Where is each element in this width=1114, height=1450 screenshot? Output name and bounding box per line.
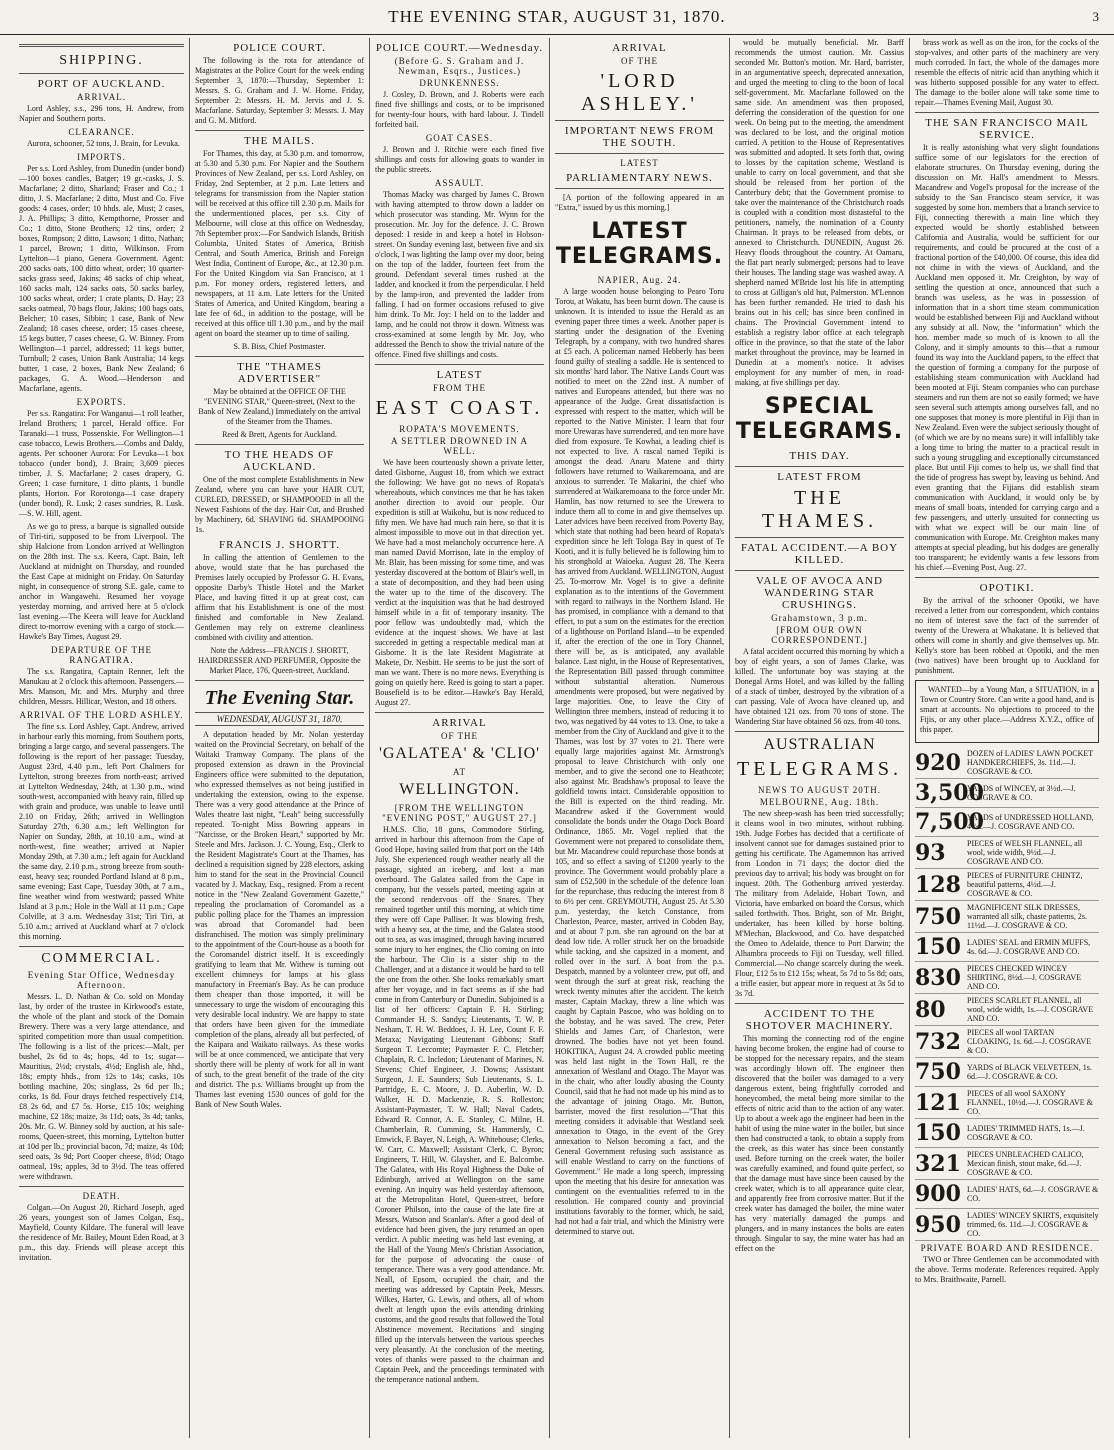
divider <box>195 356 364 357</box>
advertisement-quantity: 93 <box>915 839 946 866</box>
telegrams-continued-text: would be mutually beneficial. Mr. Barff recommends the utmost caution. Mr. Cassius seconded Mr. Button's motion. Mr. Hard, barrister, in an argumentative speech, deprecated annexation, and urged the meeting to cling to the boon of local self-government. Mr. Macfarlane followed on the same side. An amendment was then proposed, deferring the consideration of the question for one week. On being put to the meeting, the amendment was declared to be lost, and the original motion carried. A petition to the House of Representatives was submitted and adopted. It sets forth that, owing to losses by the capitation scheme, Westland is unable to carry on local government, and that she should be released from her portion of the Canterbury debt; that the Government promise to take over the maintenance of the Christchurch roads is coupled with a condition most distasteful to the petitioners, namely, the nomination of a County Chairman. It prays to be released from debts, or annexed to Christchurch. DUNEDIN, August 26. Heavy floods throughout the country. At Oamaru, the flat part nearly submerged; persons had to leave their houses. The landing stage was washed away. A shepherd named M'Bride lost his life in attempting to cross at Gilligan's old hut, Palmerston. M'Lennon has been further remanded. He tried to dash his brains out in his cell; has since been confined in chains. The Provincial Government intend to establish a registry labor office at each telegraph office in the province, so that the state of the labor market throughout the province, may be learned in Dunedin at a moment's notice. It advises employment for any number of men, in road-making, at five shillings per day. <box>735 38 904 387</box>
advertisement-quantity: 80 <box>915 996 946 1023</box>
advertisement-row <box>915 808 1099 837</box>
advertisement-text: LADIES' SEAL and ERMIN MUFFS, 4s. 6d.—J. COSGRAVE AND CO. <box>967 938 1091 956</box>
divider <box>375 712 544 713</box>
galatea-text: H.M.S. Clio, 18 guns, Commodore Stirling, arrived in harbour this afternoon from the Cape of Good Hope, having sailed from that port on the 14th July. She experienced rough weather nearly all the passage, sighted an iceberg, and lost a man overboard. The Galatea sailed from the Cape in company, but the vessels parted, meeting again at the second rendezvous off the Snares. They remained together until this morning, at which time they were off Cape Palliser. It was blowing fresh, with a heavy sea, at the time, and the Galatea stood out to sea, as was imagined, through having incurred some injury to her engines, the Clio coming on into the harbour. The Clio is a sister ship to the Challenger, and at a distance it would be hard to tell the one from the other. She looks remarkably smart after her voyage, and in fact seems as if she had come in from Canterbury or Dunedin. Subjoined is a list of her officers: Captain F. H. Stirling; Commander H. S. Sandys; Lieutenants, T. W. P. Nesham, T. H. W. Beddoes, J. H. Lee, Count F. F. Metaxa; Navigating Lieutenant Gibbons; Staff Surgeon T. Leccomte; Paymaster F. C. Fletcher; Chaplain, R. C. Incledon; Lieutenant of Marines, N. Stevens; Chief Engineer, J. Downs; Assistant Surgeon, J. E. Saunders; Sub Lieutenants, S. L. Partridge, E. C. Moore, J. D. Auberlin, W. D. Walker, H. D. Mackenzie, R. S. Rolleston; Assistant-Paymaster, T. W. Hall; Naval Cadets, Edward R. Connor, A. E. Stanley, C. Milne, H. Chamberlain, R. Cumming, St. Hammersly, C. Emwick, F. Bayer, N. Leigh, A. Whitehouse; Clerks, W. Carr, C. Maxwell; Assistant Clerk, C. Byron; Engineers, T. Hill, W. Glaysher, and E. Balcombe. The Galatea, with His Royal Highness the Duke of Edinburgh, arrived at Wellington on the same evening. An inquiry was held yesterday afternoon, at the Metropolitan Hotel, Queen-street, before Coroner Philson, into the cause of the late fire at Messrs. Watson and Scanlan's. After a good deal of evidence had been given, the jury returned an open verdict. A public meeting was held last evening, at the Hall of the Young Men's Christian Association, for the purpose of advocating the cause of temperance. There was a very good attendance. Mr. Neall, of Epsom, occupied the chair, and the meeting was addressed by Captain Peek, Messrs. Wilkes, Harter, G. Lewis, and others, all of whom dwelt at length upon the evils attending drinking customs, and the good results that followed the Total Abstinence movement. Recitations and singing filled up the intervals between the various speeches very pleasantly. At the conclusion of the meeting, votes of thanks were passed to the chairman and Captain Peek, and the proceedings terminated with the temperance national anthem. <box>375 825 544 1384</box>
subheading-settler-drowned: A SETTLER DROWNED IN A WELL. <box>391 436 528 456</box>
mails-text: For Thames, this day, at 5.30 p.m. and tomorrow, at 5.30 and 5.30 p.m. For Napier and the Southern Provinces of New Zealand, per s.s. Lord Ashley, on Friday, 2nd September, at 2 p.m. Late letters and telegrams for transmission from the Napier station will be received at this office till 2.30 p.m. Mails for the undermentioned places, per s.s. City of Melbourne, will close at this office on Wednesday, 7th September prox:—For Sandwich Islands, British Columbia, United States of America, British Central, and South America, British and Foreign West India, Continent of Europe, &c., at 12.30 p.m. For the United Kingdom via San Francisco, at 1 p.m. For money orders, registered letters, and newspapers, at 11 a.m. Late letters for the United States of America, and United Kingdom, bearing a late fee of 6d., in addition to the postage, will be received at this office till 1.30 p.m., and by the mail agent on board the steamer up to time of sailing. <box>195 149 364 338</box>
heading-arrival: ARRIVAL <box>612 42 667 54</box>
subheading-port: PORT OF AUCKLAND. <box>37 78 166 90</box>
heading-australian: AUSTRALIAN <box>763 736 876 753</box>
advertisement-text: PIECES of WELSH FLANNEL, all wool, wide width, 9½d.—J. COSGRAVE AND CO. <box>967 839 1083 866</box>
wanted-advertisement <box>915 680 1099 743</box>
dateline-grahamstown: Grahamstown, 3 p.m. <box>771 613 868 623</box>
private-board-text: TWO or Three Gentlemen can be accommodated with the above. Terms moderate. References required. Apply to Mrs. Braithwaite, Parnell. <box>915 1255 1099 1284</box>
divider <box>19 946 184 947</box>
advertisement-text: LADIES' WINCEY SKIRTS, exquisitely trimmed, 6s. 11d.—J. COSGRAVE & CO. <box>967 1211 1099 1238</box>
divider <box>555 188 724 189</box>
advertisement-text: LADIES' TRIMMED HATS, 1s.—J. COSGRAVE & CO. <box>967 1124 1085 1142</box>
heading-important-news: IMPORTANT NEWS FROM THE SOUTH. <box>564 125 715 149</box>
heading-latest: LATEST <box>620 158 659 168</box>
heads-of-auckland-text: One of the most complete Establishments in New Zealand, where you can have your HAIR CUT, CURLED, DRESSED, or SHAMPOOED in all the Newest Fashions of the day. Hair Cut, and Brushed by Machinery, 6d. SHAVING 6d. SHAMPOOING 1s. <box>195 475 364 534</box>
heading-police-court-wednesday: POLICE COURT.—Wednesday. <box>375 42 544 54</box>
advertisement-text: YARDS of UNDRESSED HOLLAND, 4½d.—J. COSGRAVE AND CO. <box>967 813 1094 831</box>
thames-advertiser-text: May be obtained at the OFFICE OF THE "EVENING STAR," Queen-street, (Next to the Bank of New Zealand,) Immediately on the arrival of the Steamer from the Thames. <box>198 387 361 426</box>
goat-cases-text: J. Brown and J. Ritchie were each fined five shillings and costs for allowing goats to wander in the public streets. <box>375 145 544 174</box>
heading-vale-of-avoca: VALE OF AVOCA AND WANDERING STAR CRUSHINGS. <box>756 575 883 611</box>
heading-shotover-accident: ACCIDENT TO THE SHOTOVER MACHINERY. <box>745 1008 894 1032</box>
heading-of-the: OF THE <box>620 56 659 66</box>
advertisement-row <box>915 837 1099 869</box>
advertisement-quantity: 128 <box>915 871 961 898</box>
heading-telegrams: TELEGRAMS. <box>737 758 902 780</box>
advertisement-row <box>915 1180 1099 1209</box>
advertisement-row <box>915 779 1099 808</box>
column-1 <box>14 38 190 1438</box>
divider <box>735 731 904 732</box>
heading-latest-telegrams: LATEST TELEGRAMS. <box>555 219 724 269</box>
advertisement-text: PIECES UNBLEACHED CALICO, Mexican finish, stout make, 6d.—J. COSGRAVE & CO. <box>967 1150 1084 1177</box>
police-court-justices: (Before G. S. Graham and J. Newman, Esqrs., Justices.) <box>394 56 525 76</box>
columns <box>14 38 1104 1438</box>
divider <box>915 577 1099 578</box>
advertisement-row <box>915 869 1099 901</box>
heading-at: AT <box>453 767 466 777</box>
advertisement-row <box>915 1209 1099 1241</box>
shortt-address: Note the Address—FRANCIS J. SHORTT, HAIRDRESSER AND PERFUMER, Opposite the Market Place, 176, Queen-street, Auckland. <box>198 646 361 675</box>
advertisement-quantity: 321 <box>915 1150 961 1177</box>
san-francisco-mail-text: It is really astonishing what very slight foundations suffice some of our legislators for the erection of elaborate structures. On Thursday evening, during the discussion on Mr. Hall's amendment to Messrs. Macandrew and Vogel's proposal for the increase of the subsidy to the San Francisco steam service, it was suggested by some hon. members that a branch service to Fiji, connecting therewith a main line which they expected would be shortly established between California and Australia, would be sufficient for our requirements, and could be procured at the cost of a fractional portion of the £40,000. Of course, this idea did not chime in with the views of Auckland, and the Auckland men opposed it. Mr. Creighton, by way of settling the question at once, announced that such a branch was useless, as he was in possession of information that in a short time steam communication would be established between Fiji and Auckland without any subsidy at all. Now, the "information" which the hon. member made so much of is known to all the Colony, and it simply amounts to this—that a rumour found its way into the Auckland papers, to the effect that the question of forming a company for the purpose of establishing steam communication with Auckland had been mooted at Fiji. Steam companies who can purchase steamers and run them are not so easily formed; we have seen several such attempts among ourselves fall, and no one supposes that money is more plentiful in Fiji than in New Zealand. Even were the subject seriously thought of (of which we are by no means sure) it will infallibly take a long time to bring the matter to a practical result in such a young struggling and exceptionally circumstanced place. But until Fiji comes to help us, we shall find that the tide of progress has swept by, leaving us behind. And even granting that the Fijians did establish steam communication with Auckland, it would only be by means of small boats, intended for carrying cargo and a few passengers, and utterly unsuited for connecting us with what we expect will be our main line of communication with Europe. Mr. Creighton makes many attempts at special pleading, but his dodges are generally too transparent; he evidently wants a few lessons from his chief.—Evening Post, Aug. 27. <box>915 143 1099 572</box>
heading-fatal-accident: FATAL ACCIDENT.—A BOY KILLED. <box>740 542 899 566</box>
divider <box>735 1003 904 1004</box>
editorial-text: A deputation headed by Mr. Nolan yesterday waited on the Provincial Secretary, on behalf of the Waitaki Tramway Company. The plans of the proposed extension as drawn in the Provincial Engineers office were submitted to the deputation, who expressed themselves as not being justified in undertaking the extension, owing to the expense. There was a very good attendance at the Prince of Wales theatre last night, "Leah" being successfully repeated. To-night Miss Bowring appears in "Narcisse, or the Broken Heart," supported by Mr. Steele and Mrs. Jackson. J. C. Young, Esq., Clerk to the Resident Magistrate's Court at the Thames, has declined a requisition signed by 228 electors, asking him to stand for the seat in the Provincial Council vacated by J. Mackay, Esq., resigned. From a recent notice in the "New Zealand Government Gazette," repealing the proclamation of Coromandel as a public polling place for the Thames an impression was abroad that Coromandel had been disfranchised. The motion was simply preliminary to the appointment of the Court-house as a booth for the Coromandel district itself. It is exceedingly gratifying to learn that Mr. Withew is turning out excellent chimneys for lamps at his glass manufactory in Freeman's Bay. As he can produce them cheaper than those imported, it will be unnecessary to urge the wisdom of encouraging this very desirable local industry. We are happy to state that orders have been given for the immediate completion of the plans, already all but perfected, of the Kaipara and Waikato railways. As these works will be at once commenced, we anticipate that very shortly there will be plenty of work for all in want of such, to the great benefit of the trade of the city and district. The p.s. Williams brought up from the Thames last evening 1530 ounces of gold for the Bank of New South Wales. <box>195 730 364 1109</box>
advertisement-row <box>915 1119 1099 1148</box>
subheading-arrival: ARRIVAL. <box>76 92 127 102</box>
telegrams-text: A large wooden house belonging to Pearo Toru Torou, at Wakatu, has been burnt down. The cause is unknown. It is intended to issue the Herald as an evening paper three times a week. Another paper is starting under the designation of the Evening Telegraph, by a company, with two hundred shares at £5 each. A policeman named Hebberly has been found guilty of stealing a saddle. He is sentenced to six months' hard labor. The Native Lands Court was notified to meet on the 22nd inst. A number of natives and Europeans attended, but there was no appearance of the Judge. Great dissatisfaction is expressed with respect to the matter, which will be reported to the Native Minister. I learn that four more Urewaras have surrendered, and ten more have died from exposure. Te Kowhai, a leading chief is not expected to live. A rascal named Tepiki is amongst the dead. Anaru Matene and thirty followers have returned to Waikaremoana, and are anxious to surrender. Te Makarini, the chief who surrendered at Waikaremoana to the force under Mr. Hamlin, has now returned to see the Urewera to induce them all to come in and give themselves up. Later advices have been received from Poverty Bay, which state that nothing had been heard of Ropata's expedition since he left Tologa Bay in quest of Te Kooti, and it is fully believed he is following him to his stronghold at Waioeka. August 28. The Keera has arrived from Auckland. WELLINGTON, August 25. To-morrow Mr. Vogel is to give a definite explanation as to the intentions of the Government with regard to railways in the Northern Island. He has promised, in compliance with a demand to that effect, to put a sum on the estimates for the erection of a lighthouse on Portland Island—to be expended if, after the erection of the one in Tory Channel, there will be, as is anticipated, any available balance. Last night, in the House of Representatives, the Representation Bill passed through committee without substantial alteration. Numerous amendments were proposed, but were negatived by large majorities. One, to leave the City of Wellington three members, instead of reducing it to two, was negatived by 44 votes to 13. One, to take a member from the City of Auckland and give it to the Thames, was lost by 37 votes to 21. There were equally large majorities against Mr. Armstrong's proposal to leave Christchurch with only one member, and to give the second one to Heathcote; also against Mr. Bradshaw's proposal to leave the goldfield towns intact. Considerable opposition to the Bill is expected on the third reading. Mr. Macandrew asked if the Government would consolidate the bonds under the Otago Dock Board Ordinance, 1865. Mr. Vogel replied that the Government were not prepared to consolidate them, but Mr. Macandrew could repurchase those bonds at 105, and so effect a saving of £1200 yearly to the province. The Government would probably place a sum of £52,500 in the schedule of the defence loan for the repurchase, thus reducing the interest from 8 to 6½ per cent. GREYMOUTH, August 25. At 5.30 p.m. yesterday, the ketch Constance, from Charleston, Pearce, master, arrived in Cobden Bay, and at about 7 p.m. she ran aground on the bar at dead low tide. A roller struck her on the broadside while tacking, and she capsized in a moment, and rolled over in the surf. A boat from the p.s. Despatch, manned by a volunteer crew, put off, and went through the surf at great risk, reaching the wreck twenty minutes after the accident. The ketch master, Captain Mackay, threw a line which was caught by Captain Pascoe, who was holding on to the bobstay, and he was saved. The crew, Peter Shields and James Carr, of Charleston, were drowned. The bodies have not yet been found. HOKITIKA, August 24. A crowded public meeting was held last night in the Town Hall, re the annexation of Westland and Otago. The Mayor was in the chair, who after loudly abusing the County Council, said that he had not made up his mind as to the advantage of joining Otago. Mr. Button, barrister, moved the first resolution—"That this meeting considers it advisable that Westland seek annexation to Otago, in the event of the Grey annexation to Nelson becoming a fact, and the General Government refusing such assistance as will enable Westland to carry on the functions of Government." He made a long speech, impressing upon the meeting that his desire for annexation was contingent on the eventualities referred to in the resolution. He compared county and provincial institutions favorably to the former, which, he said, had not had a fair trial, and which the Ministry were determined to starve out. <box>555 287 724 1236</box>
subheading-assault: ASSAULT. <box>434 178 485 188</box>
east-coast-text: We have been courteously shown a private letter, dated Gisborne, August 18, from which we extract the following: We have got no news of Ropata's whereabouts, which convinces me that he has taken another direction to avoid our people. Our expedition is still at Waikohu, but is now reduced to fifty men. We have had much rain here, so that it is almost impossible to move out in that direction yet. We have had a most melancholy occurrence here. A man named David Morrison, late in the employ of Mr. Blair, has been missing for some time, and was yesterday discovered at the bottom of Blair's well, in a state of decomposition, and they had been using the water up to the time of the discovery. The verdict at the inquisition was that he had destroyed himself while in a fit of temporary insanity. The poor fellow was undoubtedly mad, which the evidence at the inquest shows. We have at last succeeded in getting a respectable medical man at Gisborne. It is the late Resident Magistrate at Makete, Dr. Nesbitt. He seems to be just the sort of man we want. There is no more news. Everything is going on quietly here. Reed is going to start a paper. Bousefield is to be editor.—Hawke's Bay Herald, August 27. <box>375 458 544 707</box>
subheading-arrival-lord-ashley: ARRIVAL OF THE LORD ASHLEY. <box>19 710 184 720</box>
commercial-subheading: Evening Star Office, Wednesday Afternoon. <box>27 970 176 990</box>
heading-lord-ashley: 'LORD ASHLEY.' <box>581 70 698 115</box>
advertisement-quantity: 150 <box>915 1120 961 1146</box>
shotover-continued-text: brass work as well as on the iron, for the cocks of the stop-valves, and other parts of the machinery are very much corroded. In fact, the whole of the damages more resemble the effects of nitric acid than anything which it was hitherto supposed possible for any water to effect. The damage to the boiler alone will take some time to repair.—Thames Evening Mail, August 30. <box>915 38 1099 107</box>
heading-the-thames: THE THAMES. <box>761 487 878 532</box>
exports-text: Per s.s. Rangatira: For Wanganui—1 roll leather, Ireland Brothers; 1 parcel, Herald office. For Taranaki—1 truss, Possenskie. For Wellington—1 case tobacco, Lewis Brothers.—Combs and Daldy, agents. Per schooner Aurora: For Levuka—1 box tobacco (under bond), J. Brain; 3,609 pieces timber, J. S. Macfarlane; 2 cases drapery, G. Green; 1 case furniture, 1 ditto plants, 1 bundle plants, Horton. For Rorotonga—1 case drapery (under bond), R. Lusk; 2 cases sundries, R. Lusk.—S. W. Hill, agent. <box>19 409 184 518</box>
advertisement-row <box>915 1148 1099 1180</box>
wanted-text: WANTED—by a Young Man, a SITUATION, in a Town or Country Store. Can write a good hand, and is smart at accounts. No objections to proceed to the Fijis, or any other place.—Address X.Y.Z., office of this paper. <box>920 685 1094 734</box>
page-number: 3 <box>1092 9 1100 24</box>
newspaper-title: The Evening Star. <box>204 687 355 709</box>
masthead-title: THE EVENING STAR, AUGUST 31, 1870. <box>388 7 726 26</box>
heading-east-coast: EAST COAST. <box>375 397 544 419</box>
advertisement-quantity: 7,500 <box>915 809 984 835</box>
heading-of-the: OF THE <box>440 731 479 741</box>
dateline: WEDNESDAY, AUGUST 31, 1870. <box>195 712 364 726</box>
subheading-death: DEATH. <box>82 1191 121 1201</box>
advertisement-quantity: 750 <box>915 903 961 930</box>
advertisement-quantity: 732 <box>915 1028 961 1055</box>
mails-signature: S. B. Biss, Chief Postmaster. <box>233 342 326 351</box>
advertisement-text: MAGNIFICENT SILK DRESSES, warranted all silk, chaste patterns, 2s. 11½d.—J. COSGRAVE & CO. <box>967 903 1087 930</box>
death-notice-text: Colgan.—On August 20, Richard Joseph, aged 26 years, youngest son of James Colgan, Esq., Mayfield, County Kildare. The funeral will leave the residence of Mr. Bailey, Mount Eden Road, at 3 p.m., this day. Friends will please accept this invitation. <box>19 1203 184 1262</box>
heading-from-the: FROM THE <box>432 383 487 393</box>
advertisement-text: PIECES SCARLET FLANNEL, all wool, wide width, 1s.—J. COSGRAVE AND CO. <box>967 996 1094 1023</box>
divider <box>19 44 184 47</box>
cosgrave-ads <box>915 747 1099 1241</box>
divider <box>19 1186 184 1187</box>
imports-text: Per s.s. Lord Ashley, from Dunedin (under bond)—100 boxes candles, Batger; 19 gr.-casks, J. S. Macfarlane; 2 ditto, Sharland; Fraser and Co.; 1 ditto, J. S. Macfarlane; 2 ditto, Must and Co. Five goods: 4 cases, order; 10 hhds. ale, Must; 2 cases, J. A. Phillips; 3 ditto, Kempthorne, Prosser and Co.; 1 ditto, Stone Brothers; 12 tins, order; 2 boxes, Rompson; 2 ditto, Lawson; 1 ditto, Nathan; 1 parcel, Brown; 1 ditto, Wilkinson. From Lyttelton—1 piano, Genera Government. Agent: 200 sacks oats, 100 ditto wheat, order; 10 quarter-sacks grass seed, Jakins; 48 sacks of chip wheat, 160 sacks malt, 124 sacks oats, 50 sacks barley, 100 sacks wheat, order; 1 crate plants, D. Hay; 23 sacks oatmeal, 70 bags flour, Jakins; 100 bags oats, Belcher; 10 cases, Sibbin; 1 case, Bank of New Zealand; 18 cases cheese, order; 15 cases cheese, 15 kegs butter, 7 cases cheese, G. W. Binney. From Wellington—1 parcel, addressed; 11 kegs butter, Turnbull; 2 cases, Union Bank Australia; 14 kegs butter, 1 case, 2 boxes, Bank New Zealand; 6 packages, G. A. Wood.—Henderson and Macfarlane, agents. <box>19 164 184 393</box>
column-6 <box>910 38 1104 1438</box>
divider <box>195 130 364 131</box>
subheading-ropata: ROPATA'S MOVEMENTS. <box>399 424 520 434</box>
subheading-imports: IMPORTS. <box>77 152 126 162</box>
subheading-clearance: CLEARANCE. <box>68 127 135 137</box>
advertisement-quantity: 121 <box>915 1089 961 1116</box>
opotiki-text: By the arrival of the schooner Opotiki, we have received a letter from our correspondent, which contains no item of interest save the fact of the surrender of twenty of the Urewera at Whakatane. It is believed that others will come in shortly and give themselves up. Mr. Kelly's store has been robbed at Opotiki, and the men (two natives) have been brought up to Auckland for punishment. <box>915 596 1099 675</box>
column-4 <box>550 38 730 1438</box>
advertisement-quantity: 920 <box>915 749 961 776</box>
departure-text: The s.s. Rangatira, Captain Renner, left the Manukau at 2 o'clock this afternoon. Passengers.—Mrs. Manson, Mr. and Mrs. Murphy and three children, Messrs. Hillicar, Weston, and 18 others. <box>19 667 184 706</box>
advertisement-text: YARDS of BLACK VELVETEEN, 1s. 6d.—J. COSGRAVE & CO. <box>967 1063 1092 1081</box>
column-5 <box>730 38 910 1438</box>
heading-arrival: ARRIVAL <box>432 717 487 729</box>
advertisement-quantity: 3,500 <box>915 780 984 806</box>
heading-thames-advertiser: THE "THAMES ADVERTISER" <box>237 361 322 385</box>
shipping-news-text: As we go to press, a barque is signalled outside of Tiri-tiri, supposed to be from Liverpool. The ship Halcione from London arrived at Wellington on the 28th inst. The s.s. Keera, Capt. Bain, left Auckland at midnight on Thursday, and rounded the East Cape at midnight on Friday. On Saturday night, in consequence of strong S.E. gale, came to anchor in Wangawehi. Resumed her voyage yesterday morning, and arrived here at 5 o'clock last evening.—The Keera will leave for Auckland direct to-morrow evening with a cargo of stock.—Hawke's Bay Times, August 29. <box>19 522 184 641</box>
column-3 <box>370 38 550 1438</box>
advertisement-text: YARDS of WINCEY, at 3½d.—J. COSGRAVE & CO. <box>967 784 1076 802</box>
advertisement-text: PIECES of FURNITURE CHINTZ, beautiful patterns, 4½d.—J. COSGRAVE & CO. <box>967 871 1083 898</box>
heading-latest-from: LATEST FROM <box>777 471 862 483</box>
correspondent-note: [FROM OUR OWN CORRESPONDENT.] <box>771 625 868 645</box>
advertisement-text: DOZEN of LADIES' LAWN POCKET HANDKERCHIEFS, 3s. 11d.—J. COSGRAVE & CO. <box>967 749 1093 776</box>
police-court-text: The following is the rota for attendance of Magistrates at the Police Court for the week ending September 3, 1870:—Thursday, September 1: Messrs. S. G. Graham and J. W. Horne. Friday, September 2: Messrs. H. M. Jervis and J. S. Macfarlane. Saturday, September 3: Messrs. J. May and G. M. Mitford. <box>195 56 364 125</box>
divider <box>19 73 184 74</box>
heading-special-telegrams: SPECIAL TELEGRAMS. <box>735 394 904 444</box>
heading-francis-shortt: FRANCIS J. SHORTT. <box>218 539 341 551</box>
subheading-goat-cases: GOAT CASES. <box>425 133 494 143</box>
dateline-melbourne: MELBOURNE, Aug. 18th. <box>759 797 880 807</box>
thames-text: A fatal accident occurred this morning by which a boy of eight years, a son of James Clarke, was killed. The unfortunate boy was staying at the Donegal Arms Hotel, and was killed by the falling of a stack of timber, destroyed by the vibration of a cart passing. Vale of Avoca have cleaned up, and have obtained 121 ozs. from 70 tons of stone. The Wandering Star have obtained 56 ozs. from 40 tons. <box>735 647 904 726</box>
divider <box>195 680 364 681</box>
heading-heads-of-auckland: TO THE HEADS OF AUCKLAND. <box>224 449 335 473</box>
divider <box>375 364 544 365</box>
divider <box>555 153 724 154</box>
advertisement-text: PIECES CHECKED WINCEY SHIRTING, 8½d.—J. COSGRAVE AND CO. <box>967 964 1082 991</box>
advertisement-row <box>915 933 1099 962</box>
heading-mails: THE MAILS. <box>243 135 316 147</box>
column-2 <box>190 38 370 1438</box>
divider <box>735 537 904 538</box>
advertisement-row <box>915 1058 1099 1087</box>
arrival-lord-ashley-text: The fine s.s. Lord Ashley, Capt. Andrew, arrived in harbour early this morning, from Southern ports, bringing a large cargo, and several passengers. The following is the report of her passage: Tuesday, August 23rd, 4.40 p.m., left Port Chalmers for Lyttelton, strong breezes from north-east; arrived at Lyttelton Wednesday, 24th, at 1.30 p.m., wind south-west, accompanied with heavy rain, filled up with grain and produce, was unable to leave until 2.10 on Friday, 26th; arrived in Wellington Saturday 27th, 6.30 a.m.; left Wellington for Napier on Sunday, 28th, at 10.10 a.m., wind at north-west, fine weather; arrived at Napier Monday 29th, at 7.30 a.m.; left again for Auckland the same day, 2.10 p.m., strong breeze from south-east, heavy sea; rounded Portland Island at 8 p.m., same evening; East Cape, Tuesday 30th, at 7 a.m., fine weather wind from westward; passed White Island at 3 p.m.; Hole in the Wall at 11 p.m.; Cape Colville, at 3 a.m. Wednesday 31st; Tiri Tiri, at 5.10 a.m.; arrived at Auckland wharf at 7 o'clock this morning. <box>19 722 184 941</box>
divider <box>735 466 904 467</box>
advertisement-quantity: 900 <box>915 1181 961 1207</box>
francis-shortt-text: In calling the attention of Gentlemen to the above, would state that he has purchased the Premises lately occupied by Professor G. H. Evans, opposite Darby's Thistle Hotel and the Market Place, and having fitted it up at great cost, can affirm that his Establishment is one of the most finished and comfortable in New Zealand. Gentlemen may rely on extreme cleanliness combined with civility and attention. <box>195 553 364 642</box>
subheading-exports: EXPORTS. <box>76 397 127 407</box>
commercial-text: Messrs. L. D. Nathan & Co. sold on Monday last, by order of the trustee in Kirkwood's estate, the whole of the plant and stock of the Domain Brewery. There was a very large attendance, and spirited competition more than usual competition. The following is a list of the prices:—Malt, per bushel, 2s 6d to 4s; hops, 4d to 1s; sugar—Mauritius, 2½d; crystals, 4½d; English ale, hhd., 18s; empty hhds., from 12s to 14s; casks, 10s bottling machine, 20s; singlass, 2s 6d per lb.; corks, 1s 8d. Four drays fetched respectively £14, £8 2s 6d, and £7 5s. Horse, £15 10s; weighing machine, £2 18s; maize, 3s 11d; oats, 3s 4d; tanks, 20s. Mr. G. W. Binney sold by auction, at his sale-rooms, Queen-street, this morning, Lyttelton butter at 10d per lb.; provincial bacon, 7d; maize, 4s 10d; seed oats, 3s 9d; Port Cooper cheese, 8½d; Otago oatmeal, 19s; apples, 3d to 3½d. The teas offered were withdrawn. <box>19 992 184 1181</box>
advertisement-row <box>915 1026 1099 1058</box>
heading-this-day: THIS DAY. <box>789 450 850 462</box>
subheading-departure: DEPARTURE OF THE RANGATIRA. <box>51 645 152 665</box>
divider <box>735 570 904 571</box>
heading-latest: LATEST <box>436 369 483 381</box>
heading-parliamentary-news: PARLIAMENTARY NEWS. <box>566 172 713 184</box>
australian-telegrams-text: The new sheep-wash has been tried successfully; it cleans wool in two minutes, without rubbing. 19th. Judge Forbes has decided that a certificate of insolvent cannot sue for damages sustained prior to getting his certificate. The Agamemnon has arrived from London in 71 days; the doctor died the previous day to arrival; his body was brought on for inquest. 20th. The Gothenburg arrived yesterday. The military from Adelaide, Hobart Town, and Victoria, have embarked on board the Corsus, which sailed forthwith. Thos. Bright, son of Mr. Bright, undertaker, has been killed by horse bolting. M'Mechan, Blackwood, and Co. have despatched the Omeo to Adelaide, thence to Port Darwin; the Alhambra proceeds to Fiji on Tuesday, well filled. Commercial.—No change scarcely during the week. Flour, £12 5s to £12 15s; wheat, 5s 7d to 5s 8d; oats, a trifle easier, but appear more in request at 3s 5d to 3s 7d. <box>735 809 904 998</box>
advertisement-text: PIECES all wool TARTAN CLOAKING, 1s. 6d.—J. COSGRAVE & CO. <box>967 1028 1092 1055</box>
advertisement-quantity: 150 <box>915 934 961 960</box>
section-heading-commercial: COMMERCIAL. <box>41 951 162 966</box>
shotover-text: This morning the connecting rod of the engine having become broken, the engine had of course to be stopped for the necessary repairs, and the steam was accordingly blown off. The engineer then discovered that the boiler was damaged to a very dangerous extent, being frightfully corroded and honeycombed, the metal being more similar to the effects of nitric acid than to the action of any water. Up to about a week ago the engineer had been in the habit of using the mine water in the boiler, but since then had constructed a tank, to obtain a supply from the creek, as this water has since been constantly used. Before turning on the creek water, the boiler was carefully examined, and found quite perfect, so that the damage must have since been caused by the creek water, which is to all appearance quite clear, and apparently free from corrosive matter. But if the creek water has damaged the boiler, the mine water has very materially damaged the pumps and plungers, and in many instances the bolts are eaten through. Singular to say, the mine water has had an effect on the <box>735 1034 904 1253</box>
thames-advertiser-signature: Reed & Brett, Agents for Auckland. <box>222 430 337 439</box>
heading-san-francisco-mail: THE SAN FRANCISCO MAIL SERVICE. <box>925 117 1089 141</box>
heading-opotiki: OPOTIKI. <box>979 582 1035 594</box>
heading-wellington: WELLINGTON. <box>399 781 520 798</box>
advertisement-text: PIECES of all wool SAXONY FLANNEL, 10½d.—J. COSGRAVE & CO. <box>967 1089 1093 1116</box>
advertisement-row <box>915 747 1099 779</box>
heading-police-court: POLICE COURT. <box>233 42 326 54</box>
masthead <box>0 0 1114 35</box>
clearance-text: Aurora, schooner, 52 tons, J. Brain, for Levuka. <box>27 139 180 148</box>
assault-text: Thomas Macky was charged by James C. Brown with having attempted to throw down a ladder on which prosecutor was standing. Mr. Wynn for the prosecution. Mr. Joy for the defence. J. C. Brown deposed: I reside in and keep a hotel in Hobson-street. On Sunday evening last, between five and six o'clock, I was lighting the lamp over my door, being on the top of the ladder, fourteen feet from the ground. Defendant several times rushed at the ladder, and knocked it from the perpendicular. I held by the lamp-iron, and prevented the ladder from falling. I had on former occasions refused to give him drink. To Mr. Joy: I held on to the ladder and lamp, and he could not throw it down. Witness was cross-examined at some length by Mr. Joy, who addressed the Bench to show the trivial nature of the offence. Fined five shillings and costs. <box>375 190 544 359</box>
section-heading-shipping: SHIPPING. <box>59 53 144 68</box>
advertisement-quantity: 950 <box>915 1211 961 1238</box>
advertisement-row <box>915 994 1099 1026</box>
divider <box>915 112 1099 113</box>
drunkenness-text: J. Cosley, D. Brown, and J. Roberts were each fined five shillings and costs, or to be imprisoned for twenty-four hours, with hard labour. J. Tindell forfeited bail. <box>375 90 544 129</box>
advertisement-quantity: 750 <box>915 1059 961 1085</box>
advertisement-text: LADIES' HATS, 6d.—J. COSGRAVE & CO. <box>967 1185 1099 1203</box>
heading-private-board: PRIVATE BOARD AND RESIDENCE. <box>920 1243 1094 1253</box>
extra-note: [A portion of the following appeared in an "Extra," issued by us this morning.] <box>555 193 724 212</box>
advertisement-row <box>915 1087 1099 1119</box>
subheading-drunkenness: DRUNKENNESS. <box>419 78 500 88</box>
heading-galatea-clio: 'GALATEA' & 'CLIO' <box>378 745 541 762</box>
galatea-source: [FROM THE WELLINGTON "EVENING POST," AUGUST 27.] <box>382 803 537 823</box>
advertisement-row <box>915 962 1099 994</box>
heading-news-to-august: NEWS TO AUGUST 20TH. <box>757 785 881 795</box>
divider <box>555 120 724 121</box>
advertisement-row <box>915 901 1099 933</box>
dateline-napier: NAPIER, Aug. 24. <box>597 275 682 285</box>
arrival-text: Lord Ashley, s.s., 296 tons, H. Andrew, from Napier and Southern ports. <box>19 104 184 123</box>
divider <box>195 444 364 445</box>
advertisement-quantity: 830 <box>915 964 961 991</box>
